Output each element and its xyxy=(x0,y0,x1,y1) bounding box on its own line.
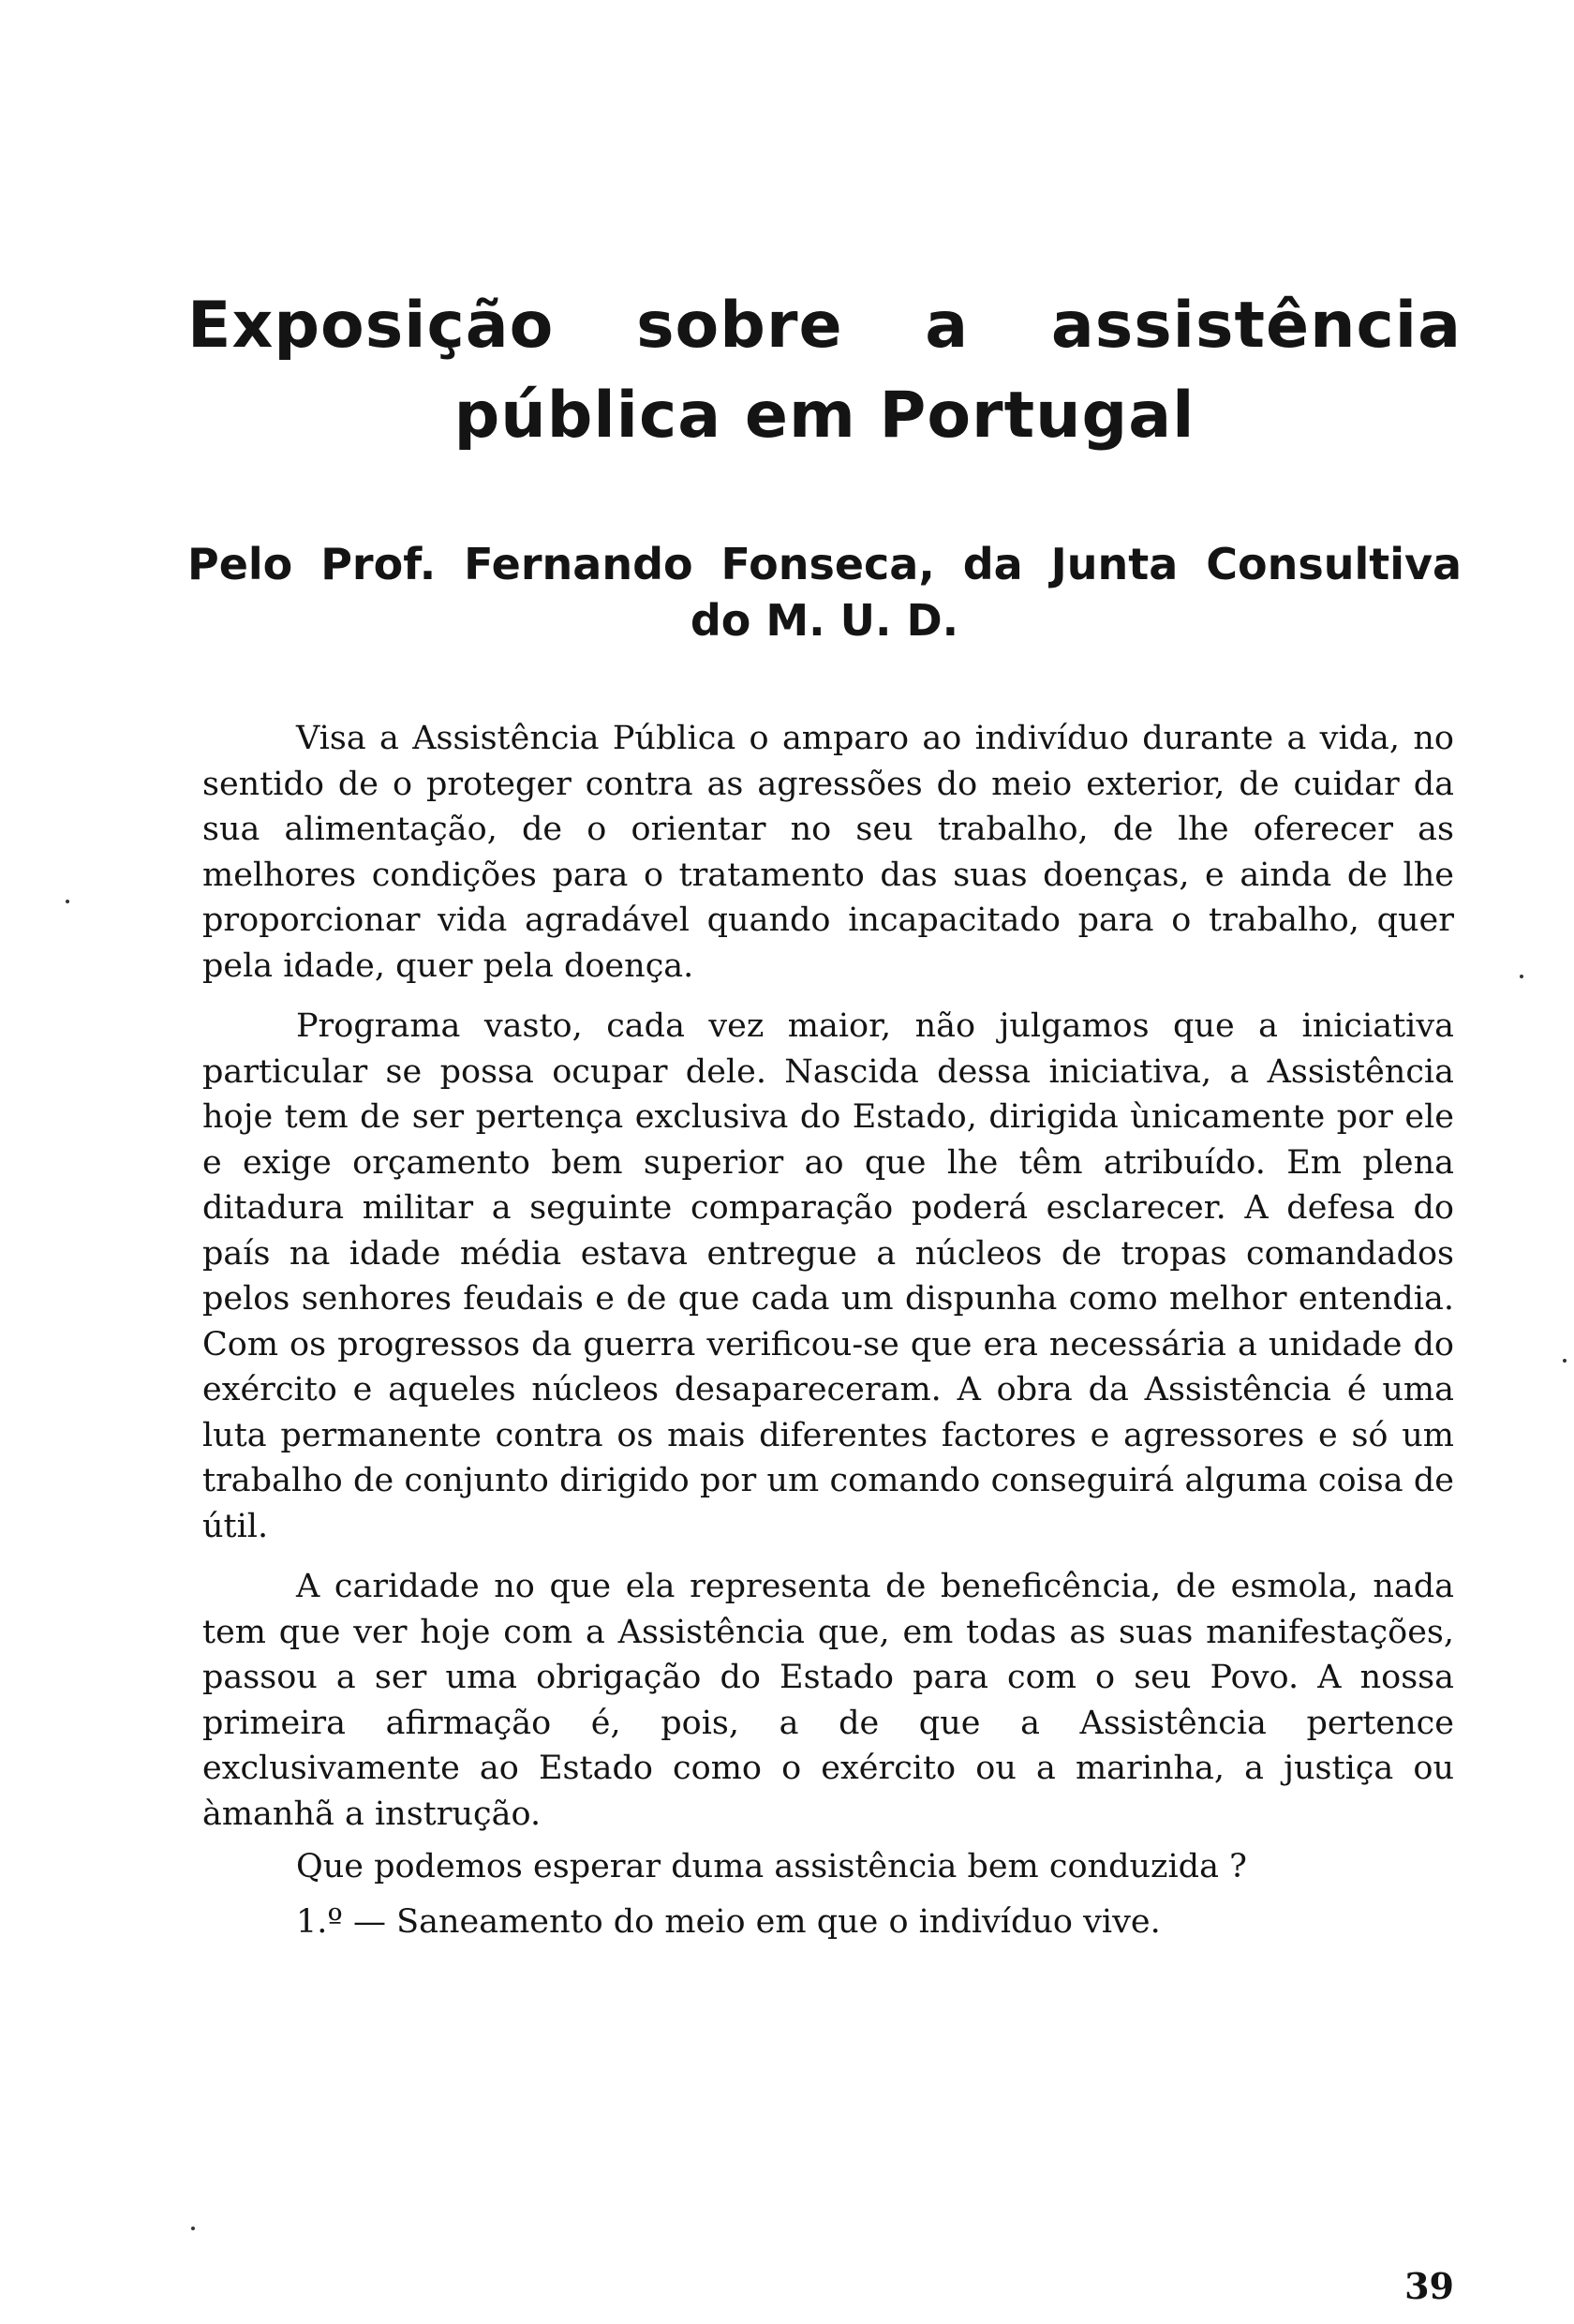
list-item-1: 1.º — Saneamento do meio em que o indivíduo vive. xyxy=(296,1902,1161,1941)
paragraph-1: Visa a Assistência Pública o amparo ao indivíduo durante a vida, no sentido de o proteger contra as agressões do meio exterior, de cuidar da sua alimentação, de o orientar no seu trabalho, de lhe oferecer as melhores condições para o tratamento das suas doenças, e ainda de lhe proporcionar vida agradável quando incapacitado para o trabalho, quer pela idade, quer pela doença. xyxy=(202,720,1454,985)
byline-line-1: Pelo Prof. Fernando Fonseca, da Junta Consultiva xyxy=(187,539,1462,589)
article-title-line-1: Exposição sobre a assistência xyxy=(187,289,1462,363)
article-title-line-2: pública em Portugal xyxy=(453,379,1195,453)
print-speck xyxy=(1563,1359,1567,1363)
paragraph-2: Programa vasto, cada vez maior, não julgamos que a iniciativa particular se possa ocupar dele. Nascida dessa iniciativa, a Assistência hoje tem de ser pertença exclusiva do Estado, dirigida ùnicamente por ele e exige orçamento bem superior ao que lhe têm atribuído. Em plena ditadura militar a seguinte comparação poderá esclarecer. A defesa do país na idade média estava entregue a núcleos de tropas comandados pelos senhores feudais e de que cada um dispunha como melhor entendia. Com os progressos da guerra verificou-se que era necessária a unidade do exército e aqueles núcleos desapareceram. A obra da Assistência é uma luta permanente contra os mais diferentes factores e agressores e só um trabalho de conjunto dirigido por um comando conseguirá alguma coisa de útil. xyxy=(202,1007,1454,1545)
article-title xyxy=(187,281,1462,461)
page-number: 39 xyxy=(1404,2265,1454,2307)
print-speck xyxy=(1520,975,1523,978)
byline-line-2: do M. U. D. xyxy=(690,595,959,646)
paragraph-4: Que podemos esperar duma assistência bem conduzida ? xyxy=(296,1848,1247,1885)
print-speck xyxy=(66,900,69,903)
paragraph-3: A caridade no que ela representa de beneficência, de esmola, nada tem que ver hoje com a Assistência que, em todas as suas manifestações, passou a ser uma obrigação do Estado para com o seu Povo. A nossa primeira afirmação é, pois, a de que a Assistência pertence exclusivamente ao Estado como o exército ou a marinha, a justiça ou àmanhã a instrução. xyxy=(202,1568,1454,1833)
article-byline xyxy=(187,536,1462,648)
article-body xyxy=(202,716,1454,1959)
print-speck xyxy=(191,2227,195,2230)
